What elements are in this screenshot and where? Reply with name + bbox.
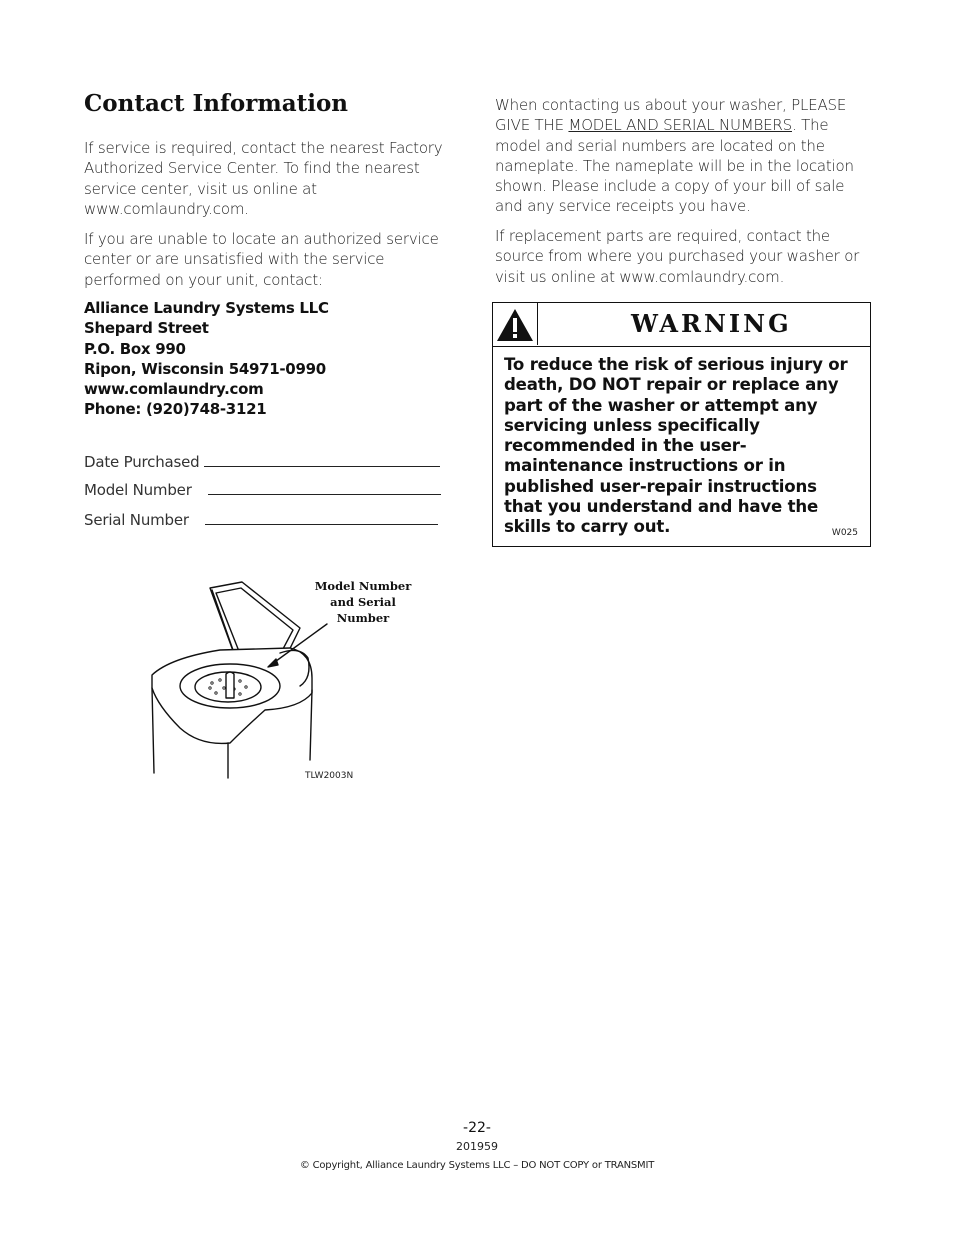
warning-code: W025 [831, 528, 858, 538]
warning-triangle-icon [493, 303, 538, 345]
figure-callout: Model Number and Serial Number [314, 579, 412, 625]
model-number-row [84, 480, 441, 499]
po-box: P.O. Box 990 [84, 339, 186, 358]
company-name: Alliance Laundry Systems LLC [84, 299, 329, 317]
serial-number-line [205, 510, 438, 525]
warning-text: To reduce the risk of serious injury or death, DO NOT repair or replace any part of the washer or attempt any servicing unless specifically recommended in the user-maintenance instructions or in published user-repair instructions that you understand and have the skills to carry out. [504, 355, 848, 537]
date-purchased-line [204, 452, 440, 467]
document-number: 201959 [456, 1140, 498, 1153]
figure-code: TLW2003N [305, 771, 354, 781]
contacting-text-start: When contacting us about your washer, PLEASE GIVE THE [495, 96, 847, 135]
replacement-paragraph: If replacement parts are required, contact the source from where you purchased your washer or visit us online at www.comlaundry.com. [495, 227, 860, 286]
date-purchased-row [84, 452, 440, 471]
model-serial-emphasis: MODEL AND SERIAL NUMBERS [568, 116, 792, 135]
street: Shepard Street [84, 319, 209, 338]
address-block [84, 298, 329, 420]
serial-number-row [84, 510, 438, 529]
unable-paragraph: If you are unable to locate an authorized service center or are unsatisfied with the service performed on your unit, contact: [84, 230, 439, 289]
warning-title: WARNING [631, 309, 792, 338]
model-number-line [208, 480, 441, 495]
copyright-notice: © Copyright, Alliance Laundry Systems LLC – DO NOT COPY or TRANSMIT [299, 1160, 655, 1171]
warning-header [493, 303, 870, 347]
service-paragraph: If service is required, contact the nearest Factory Authorized Service Center. To find the nearest service center, visit us online at www.comlaundry.com. [84, 139, 443, 218]
page-number: -22- [463, 1120, 491, 1136]
page-title: Contact Information [84, 90, 349, 117]
website: www.comlaundry.com [84, 380, 264, 399]
warning-box [492, 302, 871, 547]
phone: Phone: (920)748-3121 [84, 400, 267, 419]
serial-number-label: Serial Number [84, 511, 189, 529]
model-number-label: Model Number [84, 481, 192, 499]
contacting-paragraph [495, 95, 870, 217]
date-purchased-label: Date Purchased [84, 453, 200, 471]
contacting-text-end: . The model and serial numbers are located on the nameplate. The nameplate will be in the location shown. Please include a copy of your bill of sale and any service receipts you have. [495, 116, 854, 216]
city-state-zip: Ripon, Wisconsin 54971-0990 [84, 359, 326, 378]
